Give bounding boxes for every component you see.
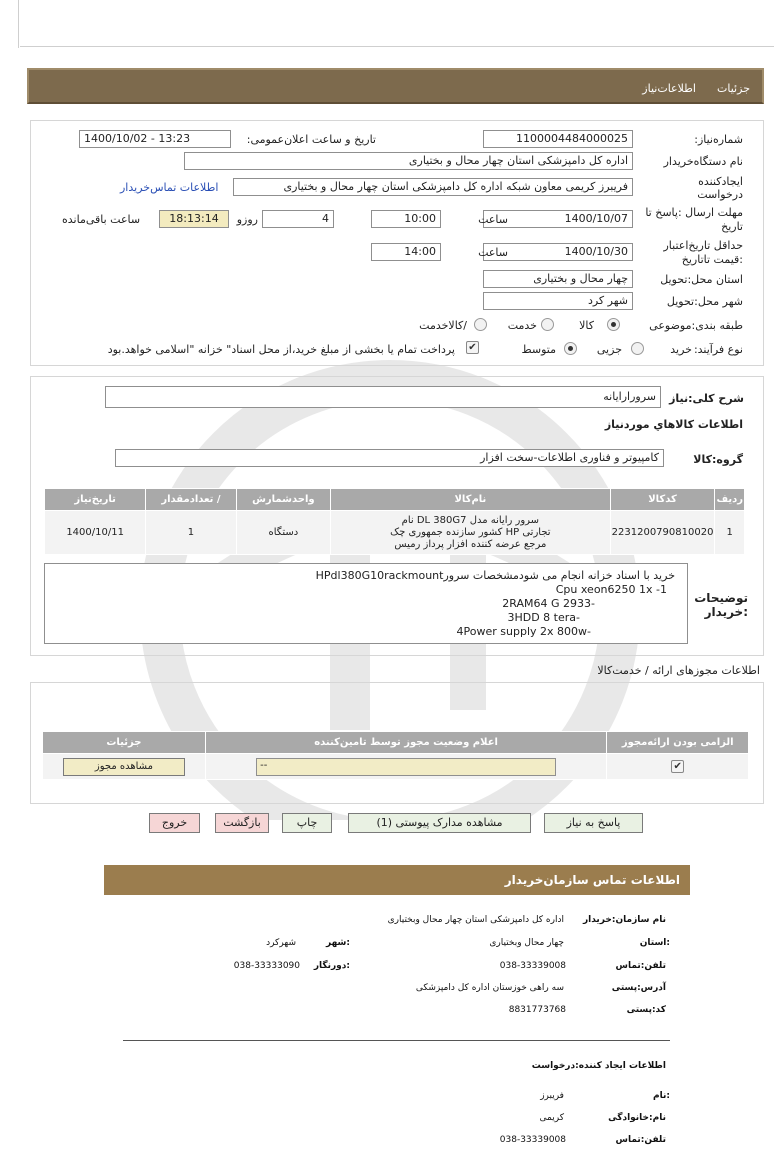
notes-line-2: 1- Cpu xeon6250 1x [555, 583, 667, 596]
contact-phone-label: تلفن:تماس [615, 961, 666, 971]
contact-address-value: سه راهی خوزستان اداره کل دامپزشکی [415, 983, 564, 993]
creator-family-label: نام:خانوادگی [608, 1113, 666, 1123]
category-label: طبقه بندی:موضوعی [649, 319, 743, 332]
view-permit-button[interactable]: مشاهده مجوز [63, 758, 185, 776]
creator-field: فریبرز کریمی معاون شبکه اداره کل دامپزشکی استان چهار محال و بختیاری [233, 178, 633, 196]
contact-fax-label: :دورنگار [313, 961, 350, 971]
reply-button[interactable]: پاسخ به نیاز [544, 813, 643, 833]
contact-postal-value: 8831773768 [508, 1005, 566, 1015]
table-row [43, 754, 749, 780]
payment-note: پرداخت تمام یا بخشی از مبلغ خرید،از محل اسناد" خزانه "اسلامی خواهد.بود [107, 343, 455, 356]
exit-button[interactable]: خروج [149, 813, 200, 833]
reply-time-label: ساعت [478, 213, 508, 226]
notes-line-4: -3HDD 8 tera [507, 611, 580, 624]
permit-details-cell [43, 754, 206, 780]
contact-fax-value: 038-33333090 [233, 961, 300, 971]
announce-label: تاریخ و ساعت اعلان‌عمومی: [246, 133, 376, 146]
process-buy-label: خرید [670, 343, 692, 356]
cat-goods-label: کالا [579, 319, 594, 332]
contact-org-value: اداره کل دامپزشکی استان چهار محال وبختیاری [387, 915, 564, 925]
process-label: نوع فرآیند: [693, 343, 743, 356]
validity-date-field: 1400/10/30 [483, 243, 633, 261]
notes-line-3: -2RAM64 G 2933 [502, 597, 595, 610]
need-number-field: 1100004484000025 [483, 130, 633, 148]
contact-postal-label: کد:پستی [626, 1005, 666, 1015]
buyer-notes-label-1: توضیحات [694, 591, 748, 605]
row-name-line-3: مرجع عرضه کننده افزار پرداز رمیس [394, 538, 547, 550]
row-code: 2231200790810020 [610, 511, 715, 555]
contact-divider [123, 1040, 670, 1041]
buyer-org-field: اداره کل دامپزشکی استان چهار محال و بختیاری [184, 152, 633, 170]
row-name [331, 511, 611, 555]
contact-bar [104, 865, 690, 895]
validity-label-2: :قیمت تا‌تاریخ [681, 253, 743, 266]
col-row: ردیف [715, 489, 745, 511]
creator-phone-label: تلفن:تماس [615, 1135, 666, 1145]
col-code: کدکالا [610, 489, 715, 511]
col-permit-status: اعلام وضعیت مجوز توسط تامین‌کننده [205, 732, 607, 754]
permits-table [42, 731, 749, 780]
process-medium-label: متوسط [521, 343, 556, 356]
row-unit: دستگاه [236, 511, 330, 555]
payment-checkbox[interactable]: ✔ [466, 341, 479, 354]
contact-city-label: :شهر [326, 938, 350, 948]
group-field: کامپیوتر و فناوری اطلاعات-سخت افزار [115, 449, 664, 467]
buyer-contact-link[interactable]: اطلاعات تماس‌خریدار [120, 181, 219, 194]
radio-partial[interactable] [631, 342, 644, 355]
reply-date-field: 1400/10/07 [483, 210, 633, 228]
buyer-org-label: نام دستگاه‌خریدار [663, 155, 743, 168]
col-name: نام‌کالا [331, 489, 611, 511]
row-qty: 1 [146, 511, 236, 555]
city-field: شهر کرد [483, 292, 633, 310]
province-label: استان محل:تحویل [660, 273, 743, 286]
remaining-time-field: 18:13:14 [159, 210, 229, 228]
notes-line-1: خرید با اسناد خزانه انجام می شودمشخصات سرورHPdl380G10rackmount [315, 569, 675, 582]
reply-deadline-label-1: مهلت ارسال :پاسخ تا [645, 206, 743, 219]
contact-province-value: چهار محال وبختیاری [489, 938, 564, 948]
back-button[interactable]: بازگشت [215, 813, 269, 833]
radio-service[interactable] [541, 318, 554, 331]
buyer-notes-box [44, 563, 688, 644]
row-date: 1400/10/11 [45, 511, 146, 555]
row-number: 1 [715, 511, 745, 555]
cat-service-label: خدمت [507, 319, 537, 332]
creator-name-label: :نام [653, 1091, 670, 1101]
permit-required-cell [607, 754, 749, 780]
contact-bar-title: اطلاعات تماس سازمان‌خریدار [504, 873, 680, 887]
row-name-line-1: سرور رایانه مدل DL 380G7 نام [401, 514, 540, 526]
summary-title-field: سرورارایانه [105, 386, 661, 408]
creator-family-value: کریمی [539, 1113, 564, 1123]
permit-required-checkbox[interactable]: ✔ [671, 760, 684, 773]
buyer-notes-label-2: :خریدار [704, 605, 748, 619]
need-number-label: شماره‌نیاز: [694, 133, 743, 146]
permits-title: اطلاعات مجوزهای ارائه / خدمت‌کالا [597, 664, 760, 677]
print-button[interactable]: چاپ [282, 813, 332, 833]
tab-details[interactable]: جزئیات [717, 82, 750, 95]
contact-address-label: آدرس:پستی [611, 983, 666, 993]
summary-title-label: شرح کلی:نیاز [669, 392, 744, 405]
row-name-line-2: تجارتی HP کشور سازنده جمهوری چک [390, 526, 551, 538]
contact-city-value: شهرکرد [266, 938, 296, 948]
process-partial-label: جزیی [596, 343, 622, 356]
validity-label-1: حداقل تاریخ‌اعتبار [663, 239, 743, 252]
contact-phone-value: 038-33339008 [499, 961, 566, 971]
permit-status-field: -- [256, 758, 556, 776]
validity-time-field: 14:00 [371, 243, 441, 261]
group-label: گروه:کالا [693, 453, 743, 466]
remaining-label: ساعت باقی‌مانده [62, 213, 141, 226]
contact-province-label: :استان [639, 938, 670, 948]
tab-need-info[interactable]: اطلاعات‌نیاز [642, 82, 696, 95]
province-field: چهار محال و بختیاری [483, 270, 633, 288]
col-date: تاریخ‌نیاز [45, 489, 146, 511]
radio-goods[interactable] [607, 318, 620, 331]
city-label: شهر محل:تحویل [666, 295, 743, 308]
col-unit: واحدشمارش [236, 489, 330, 511]
radio-medium[interactable] [564, 342, 577, 355]
col-permit-required: الزامی بودن ارائه‌مجوز [607, 732, 749, 754]
contact-org-label: نام سازمان:خریدار [582, 915, 666, 925]
days-label: روزو [236, 213, 258, 226]
creator-label-1: ایجادکننده [698, 175, 743, 188]
cat-both-label: /کالاخدمت [419, 319, 467, 332]
view-docs-button[interactable]: مشاهده مدارک پیوستی (1) [348, 813, 531, 833]
radio-goods-service[interactable] [474, 318, 487, 331]
goods-header: اطلاعات کالاهاي موردنياز [604, 418, 743, 431]
validity-time-label: ساعت [478, 246, 508, 259]
items-table [44, 488, 745, 555]
table-row [45, 511, 745, 555]
creator-phone-value: 038-33339008 [499, 1135, 566, 1145]
notes-line-5: -4Power supply 2x 800w [456, 625, 591, 638]
creator-name-value: فریبرز [540, 1091, 564, 1101]
col-qty: / تعدادمقدار [146, 489, 236, 511]
permit-status-cell [205, 754, 607, 780]
reply-deadline-label-2: تاریخ [721, 220, 743, 233]
col-permit-details: جزئیات [43, 732, 206, 754]
creator-label-2: درخواست [697, 188, 743, 201]
announce-field: 1400/10/02 - 13:23 [79, 130, 231, 148]
days-field: 4 [262, 210, 334, 228]
reply-time-field: 10:00 [371, 210, 441, 228]
page-header [27, 68, 764, 104]
creator-title: اطلاعات ایجاد کننده:درخواست [531, 1061, 666, 1071]
